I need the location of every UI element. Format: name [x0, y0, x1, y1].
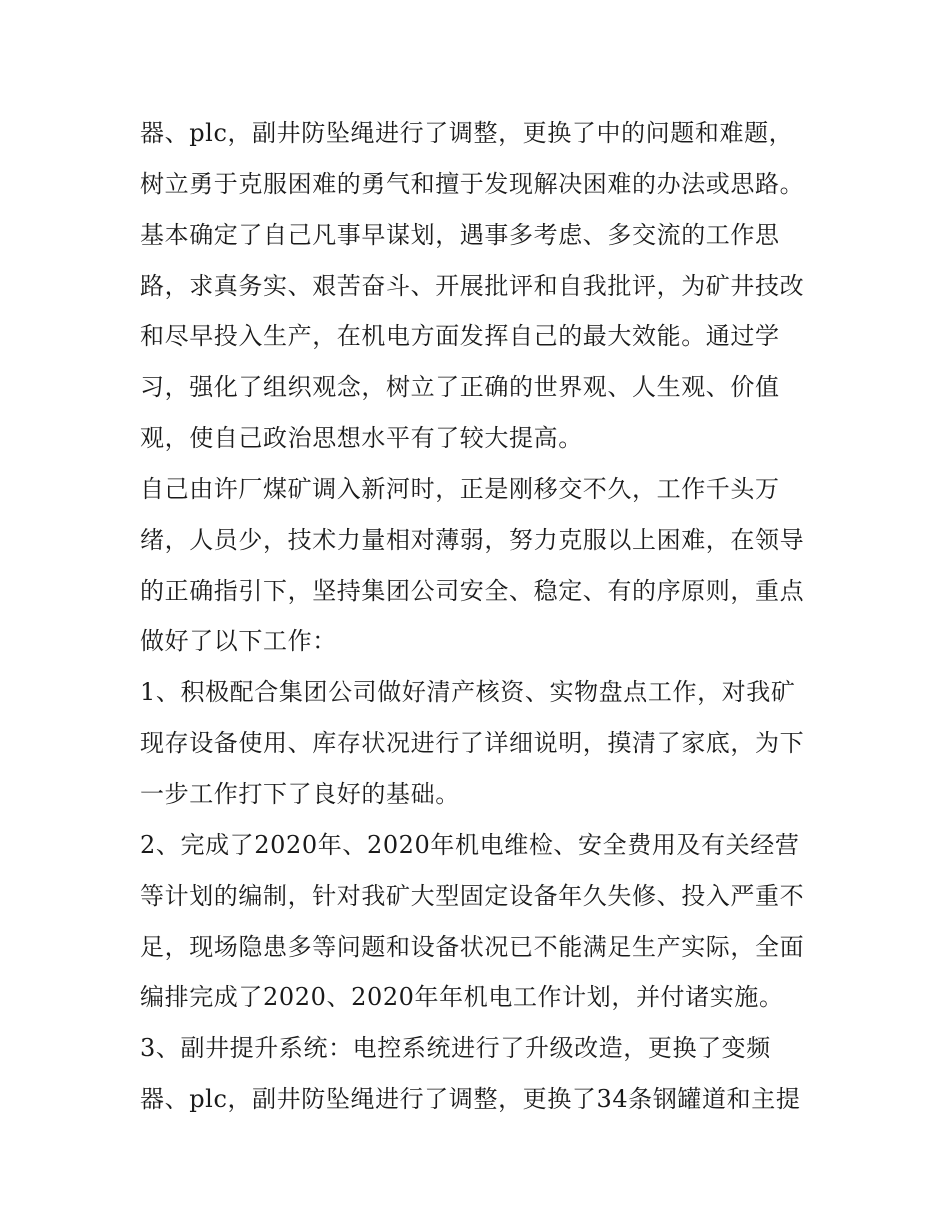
text-line: 编排完成了2020、2020年年机电工作计划，并付诸实施。: [140, 983, 784, 1012]
text-line: 基本确定了自己凡事早谋划，遇事多考虑、多交流的工作思: [140, 220, 780, 249]
text-line: 现存设备使用、库存状况进行了详细说明，摸清了家底，为下: [140, 729, 805, 758]
text-line: 习，强化了组织观念，树立了正确的世界观、人生观、价值: [140, 373, 780, 402]
text-line: 自己由许厂煤矿调入新河时，正是刚移交不久，工作千头万: [140, 474, 780, 503]
text-line: 做好了以下工作：: [140, 627, 337, 656]
text-line: 1、积极配合集团公司做好清产核资、实物盘点工作，对我矿: [140, 678, 796, 707]
text-line: 一步工作打下了良好的基础。: [140, 779, 460, 808]
text-line: 路，求真务实、艰苦奋斗、开展批评和自我批评，为矿井技改: [140, 271, 805, 300]
text-line: 和尽早投入生产，在机电方面发挥自己的最大效能。通过学: [140, 322, 780, 351]
text-line: 器、plc，副井防坠绳进行了调整，更换了中的问题和难题，: [140, 119, 794, 147]
document-body: [140, 108, 820, 1125]
text-line: 树立勇于克服困难的勇气和擅于发现解决困难的办法或思路。: [140, 169, 805, 198]
text-line: 2、完成了2020年、2020年机电维检、安全费用及有关经营: [140, 830, 800, 859]
text-line: 的正确指引下，坚持集团公司安全、稳定、有的序原则，重点: [140, 576, 805, 605]
text-line: 3、副井提升系统：电控系统进行了升级改造，更换了变频: [140, 1034, 771, 1063]
text-line: 器、plc，副井防坠绳进行了调整，更换了34条钢罐道和主提: [140, 1085, 801, 1114]
text-line: 足，现场隐患多等问题和设备状况已不能满足生产实际，全面: [140, 932, 805, 961]
text-line: 观，使自己政治思想水平有了较大提高。: [140, 424, 583, 453]
text-line: 绪，人员少，技术力量相对薄弱，努力克服以上困难，在领导: [140, 525, 805, 554]
text-line: 等计划的编制，针对我矿大型固定设备年久失修、投入严重不: [140, 881, 805, 910]
